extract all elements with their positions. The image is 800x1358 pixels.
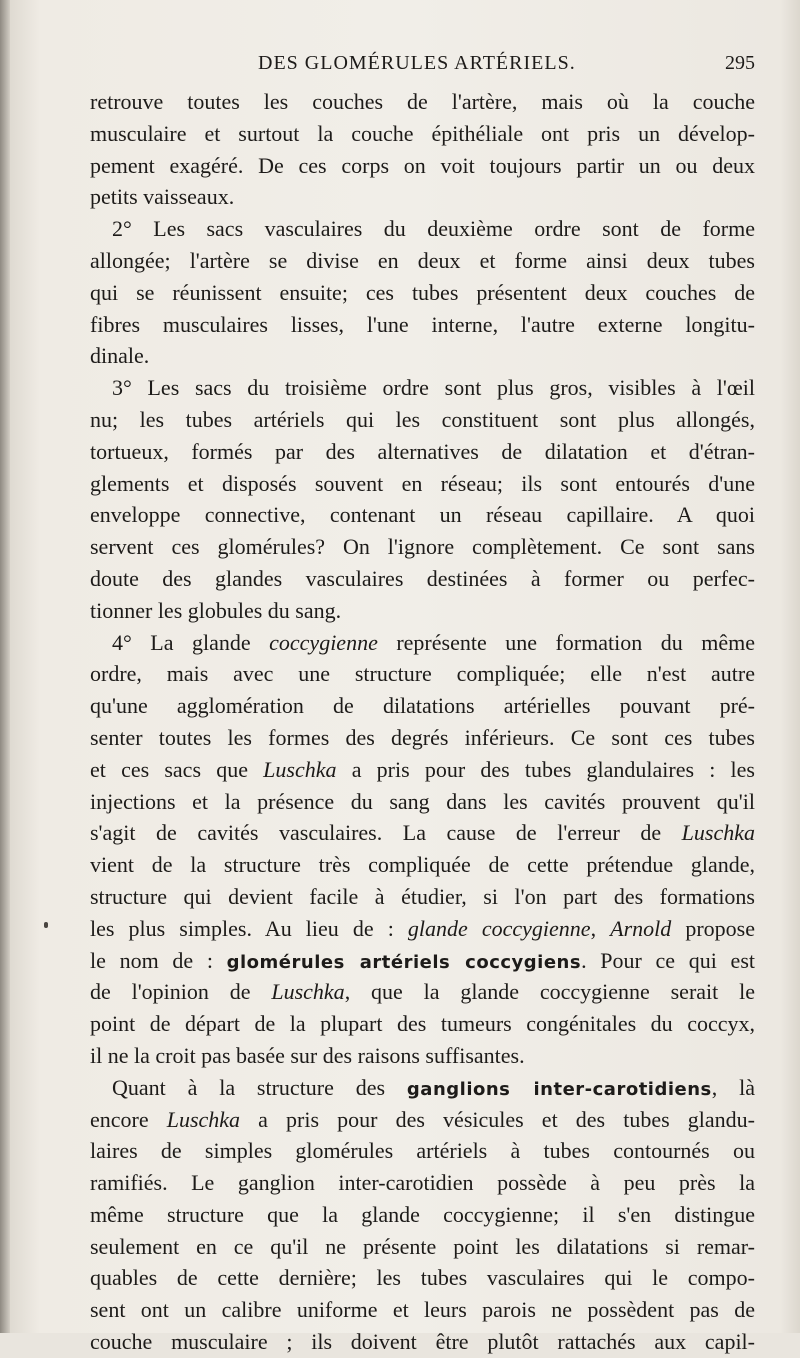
- text-line: nu; les tubes artériels qui les constituent sont plus allongés,: [90, 406, 755, 432]
- text-line: les plus simples. Au lieu de : glande coccygienne, Arnold propose: [90, 915, 755, 941]
- text-line: tortueux, formés par des alternatives de dilatation et d'étran-: [90, 438, 755, 464]
- text-line: de l'opinion de Luschka, que la glande coccygienne serait le: [90, 979, 755, 1005]
- body-text: [90, 86, 755, 1358]
- page-binding-edge: [0, 0, 10, 1333]
- text-line: et ces sacs que Luschka a pris pour des tubes glandulaires : les: [90, 756, 755, 782]
- text-line: doute des glandes vasculaires destinées à former ou perfec-: [90, 565, 755, 591]
- text-line: vient de la structure très compliquée de cette prétendue glande,: [90, 852, 755, 878]
- text-line: 2° Les sacs vasculaires du deuxième ordre sont de forme: [112, 216, 755, 242]
- text-line: dinale.: [90, 343, 150, 369]
- text-line: fibres musculaires lisses, l'une interne, l'autre externe longitu-: [90, 311, 755, 337]
- text-line: ordre, mais avec une structure compliquée; elle n'est autre: [90, 661, 755, 687]
- text-line: le nom de : glomérules artériels coccygiens. Pour ce qui est: [90, 947, 755, 973]
- text-line: allongée; l'artère se divise en deux et forme ainsi deux tubes: [90, 247, 755, 273]
- text-line: quables de cette dernière; les tubes vasculaires qui le compo-: [90, 1265, 755, 1291]
- text-line: sent ont un calibre uniforme et leurs parois ne possèdent pas de: [90, 1297, 755, 1323]
- text-line: musculaire et surtout la couche épithéliale ont pris un dévelop-: [90, 120, 755, 146]
- text-line: glements et disposés souvent en réseau; ils sont entourés d'une: [90, 470, 755, 496]
- text-line: point de départ de la plupart des tumeurs congénitales du coccyx,: [90, 1011, 755, 1037]
- text-line: tionner les globules du sang.: [90, 597, 342, 623]
- text-line: servent ces glomérules? On l'ignore complètement. Ce sont sans: [90, 534, 755, 560]
- text-line: 3° Les sacs du troisième ordre sont plus gros, visibles à l'œil: [112, 375, 755, 401]
- text-line: retrouve toutes les couches de l'artère, mais où la couche: [90, 89, 755, 114]
- text-line: senter toutes les formes des degrés inférieurs. Ce sont ces tubes: [90, 724, 755, 750]
- text-line: injections et la présence du sang dans les cavités prouvent qu'il: [90, 788, 755, 814]
- text-line: enveloppe connective, contenant un réseau capillaire. A quoi: [90, 502, 755, 528]
- text-line: 4° La glande coccygienne représente une formation du même: [112, 629, 755, 655]
- text-line: il ne la croit pas basée sur des raisons suffisantes.: [90, 1042, 525, 1068]
- text-line: seulement en ce qu'il ne présente point les dilatations si remar-: [90, 1233, 755, 1259]
- text-line: qui se réunissent ensuite; ces tubes présentent deux couches de: [90, 279, 755, 305]
- page-number: 295: [725, 52, 755, 74]
- text-line: même structure que la glande coccygienne; il s'en distingue: [90, 1201, 755, 1227]
- running-head-title: DES GLOMÉRULES ARTÉRIELS.: [258, 52, 576, 74]
- text-line: structure qui devient facile à étudier, si l'on part des formations: [90, 883, 755, 909]
- text-line: encore Luschka a pris pour des vésicules et des tubes glandu-: [90, 1106, 755, 1132]
- text-line: Quant à la structure des ganglions inter-carotidiens, là: [112, 1074, 755, 1100]
- text-line: pement exagéré. De ces corps on voit toujours partir un ou deux: [90, 152, 755, 178]
- text-line: couche musculaire ; ils doivent être plutôt rattachés aux capil-: [90, 1329, 755, 1355]
- text-line: qu'une agglomération de dilatations artérielles pouvant pré-: [90, 693, 755, 719]
- text-line: ramifiés. Le ganglion inter-carotidien possède à peu près la: [90, 1170, 755, 1196]
- text-line: petits vaisseaux.: [90, 184, 235, 210]
- margin-mark: [44, 922, 48, 928]
- text-line: laires de simples glomérules artériels à tubes contournés ou: [90, 1138, 755, 1164]
- text-line: s'agit de cavités vasculaires. La cause de l'erreur de Luschka: [90, 820, 755, 846]
- running-head: [90, 52, 755, 82]
